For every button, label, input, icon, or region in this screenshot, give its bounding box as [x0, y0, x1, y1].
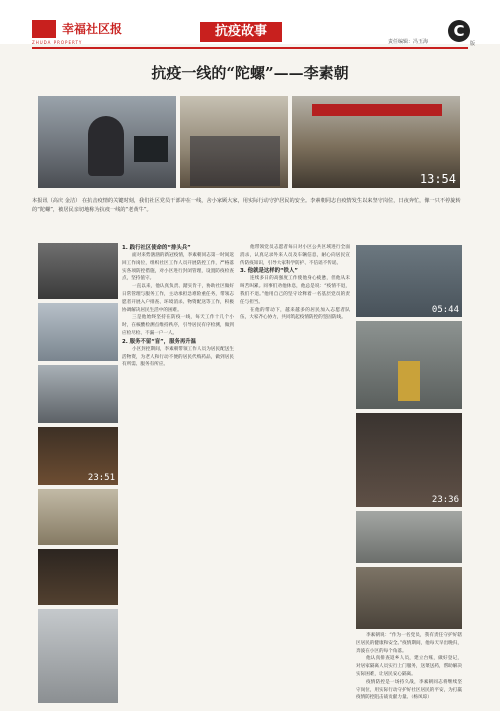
photo-team [180, 96, 288, 188]
photo-volunteer [356, 321, 462, 409]
subheading-1: 1. 践行社区使命的“排头兵” [122, 245, 191, 251]
stamp-right-mid2: 23:36 [431, 495, 459, 505]
section-title: 抗疫故事 [200, 22, 282, 42]
paragraph: 小区封控期间，李素朝带领工作人员为居民配送生活物资，为老人和行动不便的居民代购药品，做到居民有所需、服务有所应。 [122, 346, 234, 368]
photo-snow-building [356, 245, 462, 317]
headline: 抗疫一线的“陀螺”——李素朝 [151, 64, 349, 82]
photo-ppe-team [38, 365, 118, 423]
paragraph: 他认真排查返乡人员，建立台账，做好登记，对居家隔离人员实行上门服务，送菜送药，帮助解决实际困难，让居民安心隔离。 [356, 656, 462, 677]
stamp-left-mid: 23:51 [87, 473, 115, 483]
article-column-2 [240, 244, 350, 702]
paragraph: 李素朝说：“作为一名党员，我有责任守护好辖区居民的健康和安全。”疫情期间，他每天早出晚归，奔波在小区的每个角落。 [356, 633, 462, 654]
stamp-right-mid1: 05:44 [431, 305, 459, 315]
masthead [0, 0, 500, 47]
paragraph: 他带领党员志愿者每日对小区公共区域进行全面消杀，认真记录外来人员及车辆信息，耐心向居民宣传防疫知识，引导大家科学防护、不信谣不传谣。 [240, 245, 350, 266]
newspaper-logo: 幸福社区报 [62, 22, 123, 36]
photo-testing-queue [38, 303, 118, 361]
photo-night-team [356, 413, 462, 507]
paragraph: 三是他始终坚持在防疫一线，每天工作十几个小时，在核酸检测点维持秩序，引导居民有序检测，做到应检尽检、不漏一户一人。 [122, 315, 234, 336]
paragraph: 面对来势汹汹的新冠疫情，李素朝同志第一时间返回工作岗位，组织社区工作人员开展防控工作，严格落实各项防控措施，对小区进行封闭管理，设置防疫检查点，坚持值守。 [122, 253, 234, 282]
paragraph: 疫情防控是一场持久战，李素朝同志将继续坚守岗位，用实际行动守护好社区居民的平安，为打赢疫情防控阻击战贡献力量。（杨凤琼） [356, 679, 462, 701]
photo-portrait [38, 243, 118, 299]
page-letter-tail: 版 [470, 41, 476, 47]
article-column-3 [356, 632, 462, 704]
desk-monitor [134, 136, 168, 162]
subheading-2: 2. 服务不留“盲”，服务再升温 [122, 338, 197, 345]
photo-disinfection [38, 609, 118, 703]
yellow-jacket [398, 361, 420, 401]
photo-delivery [38, 489, 118, 545]
paragraph: 在他的带动下，越来越多的居民加入志愿者队伍，大家齐心协力，共同筑起疫情防控的坚固防线。 [240, 307, 350, 321]
photo-street-team [356, 511, 462, 563]
stamp-top-right: 13:54 [419, 172, 456, 186]
red-rule [32, 47, 468, 49]
subheading-3: 3. 他就是这样的“铁人” [240, 268, 298, 275]
paragraph: 一直以来，他认真负责、踏实肯干，协助社区做好日常管理与服务工作，主动承担急难险重任务，带领志愿者开展入户排查、环境消杀、物资配送等工作，积极协调解决居民生活中的困难。 [122, 284, 234, 313]
newspaper-logo-icon [32, 20, 56, 38]
page-letter-badge: C [448, 20, 470, 42]
photo-award [292, 96, 460, 188]
paragraph: 连续多日的高强度工作使他身心疲惫，但他从未叫苦叫累。同事们劝他休息，他总是说：“疫情不退，我们不退。”他用自己的坚守诠释着一名基层党员的责任与担当。 [240, 276, 350, 305]
photo-office [38, 96, 176, 188]
red-banner [312, 104, 442, 116]
group-figure [190, 136, 280, 186]
photo-group-outdoor [356, 567, 462, 629]
photo-night-shift [38, 549, 118, 605]
article-column-1 [122, 244, 234, 702]
lead-paragraph: 本报讯（高庆 金洁） 在抗击疫情的关键时刻，我们社区党员干部冲在一线，舍小家顾大家，用实际行动守护居民的安全。李素朝同志自疫情发生以来坚守岗位，日夜奔忙，像一只不停旋转的“陀螺”，被居民亲切地称为抗疫一线的“老黄牛”。 [32, 198, 461, 213]
editor-credit: 责任编辑：冯玉海 [388, 39, 429, 45]
photo-night-checkpoint [38, 427, 118, 485]
person-figure [88, 116, 124, 176]
newspaper-logo-sub: ZHUDA PROPERTY [32, 40, 83, 45]
